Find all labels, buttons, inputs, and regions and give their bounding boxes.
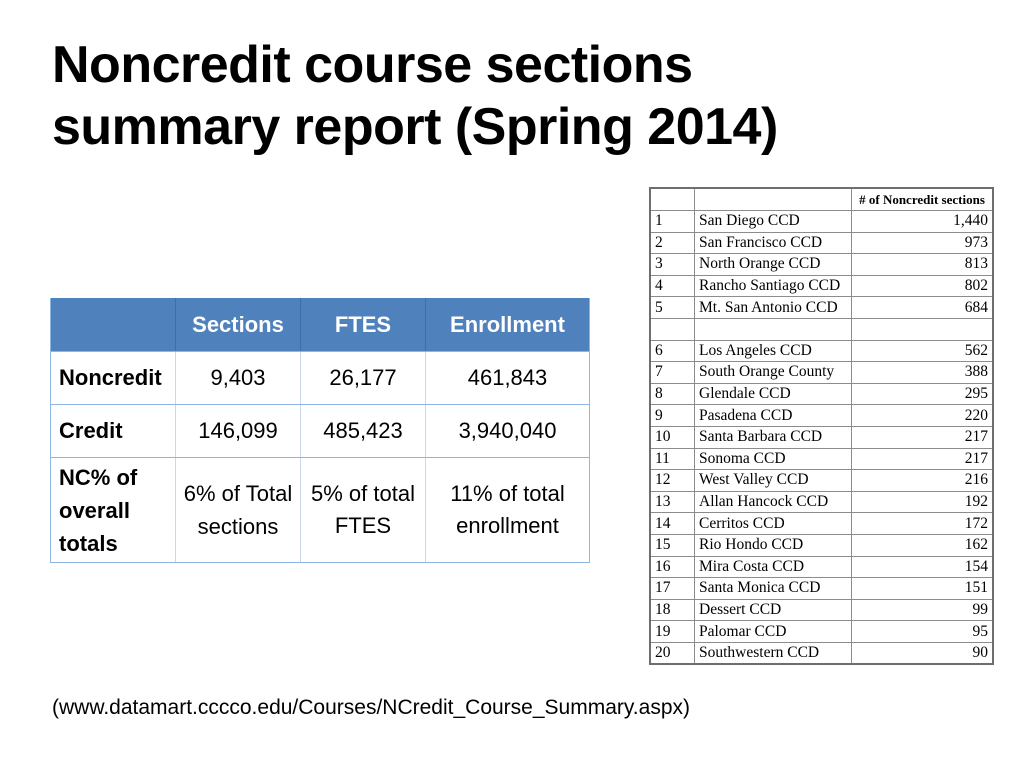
district-name: North Orange CCD [695, 254, 852, 276]
cell-enrollment: 11% of total enrollment [426, 458, 590, 563]
district-name: Rio Hondo CCD [695, 534, 852, 556]
district-name: Palomar CCD [695, 621, 852, 643]
district-name: Rancho Santiago CCD [695, 275, 852, 297]
source-url: (www.datamart.cccco.edu/Courses/NCredit_Course_Summary.aspx) [52, 696, 690, 719]
rank-number: 13 [650, 491, 695, 513]
section-count: 172 [852, 513, 994, 535]
summary-row-noncredit [51, 352, 590, 405]
district-name: South Orange County [695, 362, 852, 384]
rank-number: 6 [650, 340, 695, 362]
district-name: Pasadena CCD [695, 405, 852, 427]
rank-number [650, 318, 695, 340]
ranking-row [650, 599, 993, 621]
summary-header-ftes: FTES [301, 298, 426, 352]
cell-ftes: 485,423 [301, 405, 426, 458]
rank-number: 8 [650, 383, 695, 405]
section-count: 295 [852, 383, 994, 405]
ranking-row [650, 534, 993, 556]
ranking-row [650, 491, 993, 513]
section-count: 151 [852, 578, 994, 600]
ranking-row [650, 275, 993, 297]
ranking-row [650, 340, 993, 362]
cell-sections: 146,099 [176, 405, 301, 458]
summary-row-nc-percent [51, 458, 590, 563]
ranking-row [650, 448, 993, 470]
ranking-row [650, 470, 993, 492]
district-name: Cerritos CCD [695, 513, 852, 535]
rank-number: 2 [650, 232, 695, 254]
district-name: Santa Monica CCD [695, 578, 852, 600]
title-line-2: summary report (Spring 2014) [52, 98, 778, 156]
rank-number: 17 [650, 578, 695, 600]
summary-header-blank [51, 298, 176, 352]
district-name: West Valley CCD [695, 470, 852, 492]
section-count: 802 [852, 275, 994, 297]
section-count: 388 [852, 362, 994, 384]
district-name [695, 318, 852, 340]
ranking-row [650, 405, 993, 427]
district-name: Glendale CCD [695, 383, 852, 405]
district-name: Southwestern CCD [695, 642, 852, 664]
slide-title [52, 34, 952, 158]
ranking-row [650, 254, 993, 276]
district-name: Mira Costa CCD [695, 556, 852, 578]
rank-number: 1 [650, 211, 695, 233]
rank-number: 18 [650, 599, 695, 621]
ranking-row [650, 211, 993, 233]
ranking-header-row [650, 188, 993, 211]
ranking-row [650, 232, 993, 254]
ranking-row [650, 621, 993, 643]
rank-number: 5 [650, 297, 695, 319]
cell-enrollment: 461,843 [426, 352, 590, 405]
ranking-row [650, 556, 993, 578]
cell-sections: 9,403 [176, 352, 301, 405]
rank-number: 9 [650, 405, 695, 427]
noncredit-ranking-table [649, 187, 994, 665]
ranking-header-name [695, 188, 852, 211]
section-count: 99 [852, 599, 994, 621]
ranking-row [650, 642, 993, 664]
ranking-row [650, 318, 993, 340]
section-count: 220 [852, 405, 994, 427]
ranking-row [650, 426, 993, 448]
cell-ftes: 26,177 [301, 352, 426, 405]
ranking-header-rank [650, 188, 695, 211]
rank-number: 11 [650, 448, 695, 470]
rank-number: 14 [650, 513, 695, 535]
ranking-row [650, 383, 993, 405]
section-count: 217 [852, 448, 994, 470]
section-count: 217 [852, 426, 994, 448]
section-count: 95 [852, 621, 994, 643]
section-count: 684 [852, 297, 994, 319]
section-count: 216 [852, 470, 994, 492]
district-name: Sonoma CCD [695, 448, 852, 470]
rank-number: 3 [650, 254, 695, 276]
ranking-row [650, 578, 993, 600]
rank-number: 7 [650, 362, 695, 384]
summary-row-credit [51, 405, 590, 458]
section-count: 162 [852, 534, 994, 556]
summary-table [50, 298, 590, 563]
district-name: Los Angeles CCD [695, 340, 852, 362]
district-name: San Francisco CCD [695, 232, 852, 254]
summary-header-row [51, 298, 590, 352]
rank-number: 15 [650, 534, 695, 556]
section-count: 192 [852, 491, 994, 513]
title-line-1: Noncredit course sections [52, 36, 693, 94]
district-name: Dessert CCD [695, 599, 852, 621]
cell-sections: 6% of Total sections [176, 458, 301, 563]
section-count: 1,440 [852, 211, 994, 233]
rank-number: 19 [650, 621, 695, 643]
cell-ftes: 5% of total FTES [301, 458, 426, 563]
section-count: 154 [852, 556, 994, 578]
district-name: Allan Hancock CCD [695, 491, 852, 513]
ranking-row [650, 362, 993, 384]
district-name: Santa Barbara CCD [695, 426, 852, 448]
district-name: Mt. San Antonio CCD [695, 297, 852, 319]
rank-number: 12 [650, 470, 695, 492]
rank-number: 16 [650, 556, 695, 578]
section-count: 90 [852, 642, 994, 664]
rank-number: 10 [650, 426, 695, 448]
district-name: San Diego CCD [695, 211, 852, 233]
section-count [852, 318, 994, 340]
rank-number: 4 [650, 275, 695, 297]
cell-enrollment: 3,940,040 [426, 405, 590, 458]
rank-number: 20 [650, 642, 695, 664]
ranking-row [650, 513, 993, 535]
section-count: 562 [852, 340, 994, 362]
summary-header-sections: Sections [176, 298, 301, 352]
row-label: Noncredit [51, 352, 176, 405]
row-label: Credit [51, 405, 176, 458]
section-count: 813 [852, 254, 994, 276]
row-label: NC% of overall totals [51, 458, 176, 563]
ranking-header-value: # of Noncredit sections [852, 188, 994, 211]
ranking-row [650, 297, 993, 319]
section-count: 973 [852, 232, 994, 254]
summary-header-enrollment: Enrollment [426, 298, 590, 352]
